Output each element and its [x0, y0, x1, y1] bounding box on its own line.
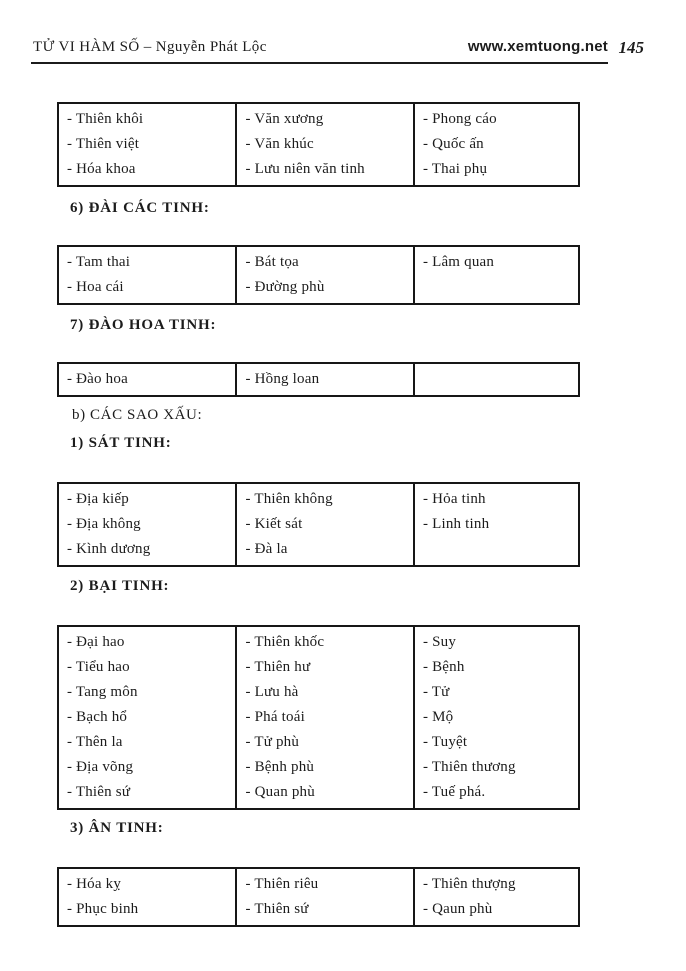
- star-item: - Đà la: [245, 541, 288, 557]
- table-bai-tinh: [57, 625, 580, 810]
- table-column: [235, 247, 412, 303]
- star-item: - Tuyệt: [422, 734, 468, 750]
- star-item: - Phục binh: [67, 901, 139, 917]
- table-dai-cac-tinh: [57, 245, 580, 305]
- table-column: [235, 869, 412, 925]
- star-item: - Địa kiếp: [67, 491, 129, 507]
- table-column: [235, 364, 412, 395]
- subheading-cac-sao-xau: b) CÁC SAO XẤU:: [72, 407, 203, 423]
- table-column: [413, 104, 578, 185]
- star-item: - Linh tinh: [422, 516, 490, 532]
- star-item: - Thiên việt: [67, 136, 140, 152]
- star-item: - Thiên khôi: [67, 111, 144, 127]
- star-item: - Đại hao: [67, 634, 125, 650]
- star-item: - Tuế phá.: [422, 784, 486, 800]
- star-item: - Bát tọa: [245, 254, 299, 270]
- star-item: - Hoa cái: [67, 279, 124, 295]
- table-column: [235, 104, 412, 185]
- table-column: [59, 869, 235, 925]
- star-item: - Hỏa tinh: [422, 491, 486, 507]
- star-item: - Quốc ấn: [422, 136, 484, 152]
- table-column: [59, 247, 235, 303]
- star-item: - Văn xương: [245, 111, 324, 127]
- star-item: - Thiên thượng: [422, 876, 516, 892]
- star-item: - Hồng loan: [245, 371, 320, 387]
- star-item: - Mộ: [422, 709, 454, 725]
- header-rule: [31, 38, 608, 64]
- star-item: - Địa không: [67, 516, 141, 532]
- table-dao-hoa-tinh: [57, 362, 580, 397]
- star-item: - Phong cáo: [422, 111, 497, 127]
- star-item: - Thiên sứ: [245, 901, 309, 917]
- star-item: - Tiểu hao: [67, 659, 130, 675]
- star-item: - Qaun phù: [422, 901, 493, 917]
- star-item: - Địa võng: [67, 759, 134, 775]
- heading-bai-tinh: 2) BẠI TINH:: [70, 578, 170, 594]
- star-item: - Thiên sứ: [67, 784, 131, 800]
- table-column: [59, 627, 235, 808]
- star-item: - Tam thai: [67, 254, 131, 270]
- star-item: - Phá toái: [245, 709, 305, 725]
- page-content: [57, 102, 580, 927]
- table-an-tinh: [57, 867, 580, 927]
- table-column: [413, 869, 578, 925]
- star-item: - Lưu niên văn tinh: [245, 161, 365, 177]
- table-column: [413, 627, 578, 808]
- star-item: - Hóa kỵ: [67, 876, 122, 892]
- heading-sat-tinh: 1) SÁT TINH:: [70, 435, 172, 451]
- star-item: - Lưu hà: [245, 684, 299, 700]
- star-item: - Thai phụ: [422, 161, 488, 177]
- heading-dai-cac-tinh: 6) ĐÀI CÁC TINH:: [70, 200, 210, 216]
- star-item: - Thên la: [67, 734, 123, 750]
- star-item: - Bạch hổ: [67, 709, 128, 725]
- table-van-tinh: [57, 102, 580, 187]
- star-item: - Quan phù: [245, 784, 315, 800]
- star-item: - Bệnh: [422, 659, 465, 675]
- star-item: - Bệnh phù: [245, 759, 315, 775]
- page-number: 145: [618, 38, 644, 57]
- star-item: - Kiết sát: [245, 516, 303, 532]
- star-item: - Thiên hư: [245, 659, 311, 675]
- star-item: - Hóa khoa: [67, 161, 136, 177]
- star-item: - Tang môn: [67, 684, 138, 700]
- star-item: - Đường phù: [245, 279, 325, 295]
- website-text: www.xemtuong.net: [467, 38, 608, 55]
- table-column: [59, 104, 235, 185]
- table-column: [235, 627, 412, 808]
- table-column: [59, 484, 235, 565]
- star-item: - Tử: [422, 684, 450, 700]
- star-item: - Thiên không: [245, 491, 333, 507]
- heading-dao-hoa-tinh: 7) ĐÀO HOA TINH:: [70, 317, 217, 333]
- table-column: [235, 484, 412, 565]
- star-item: - Kình dương: [67, 541, 151, 557]
- star-item: - Suy: [422, 634, 457, 650]
- table-column: [413, 484, 578, 565]
- table-column: [59, 364, 235, 395]
- star-item: - Lâm quan: [422, 254, 495, 270]
- star-item: - Văn khúc: [245, 136, 314, 152]
- star-item: - Thiên khốc: [245, 634, 325, 650]
- book-title: TỬ VI HÀM SỐ – Nguyễn Phát Lộc: [33, 39, 267, 55]
- table-sat-tinh: [57, 482, 580, 567]
- star-item: - Thiên thương: [422, 759, 516, 775]
- star-item: - Đào hoa: [67, 371, 128, 387]
- heading-an-tinh: 3) ÂN TINH:: [70, 820, 164, 836]
- star-item: - Tử phù: [245, 734, 300, 750]
- page-header: [0, 0, 686, 64]
- table-column: [413, 364, 578, 395]
- table-column: [413, 247, 578, 303]
- star-item: - Thiên riêu: [245, 876, 319, 892]
